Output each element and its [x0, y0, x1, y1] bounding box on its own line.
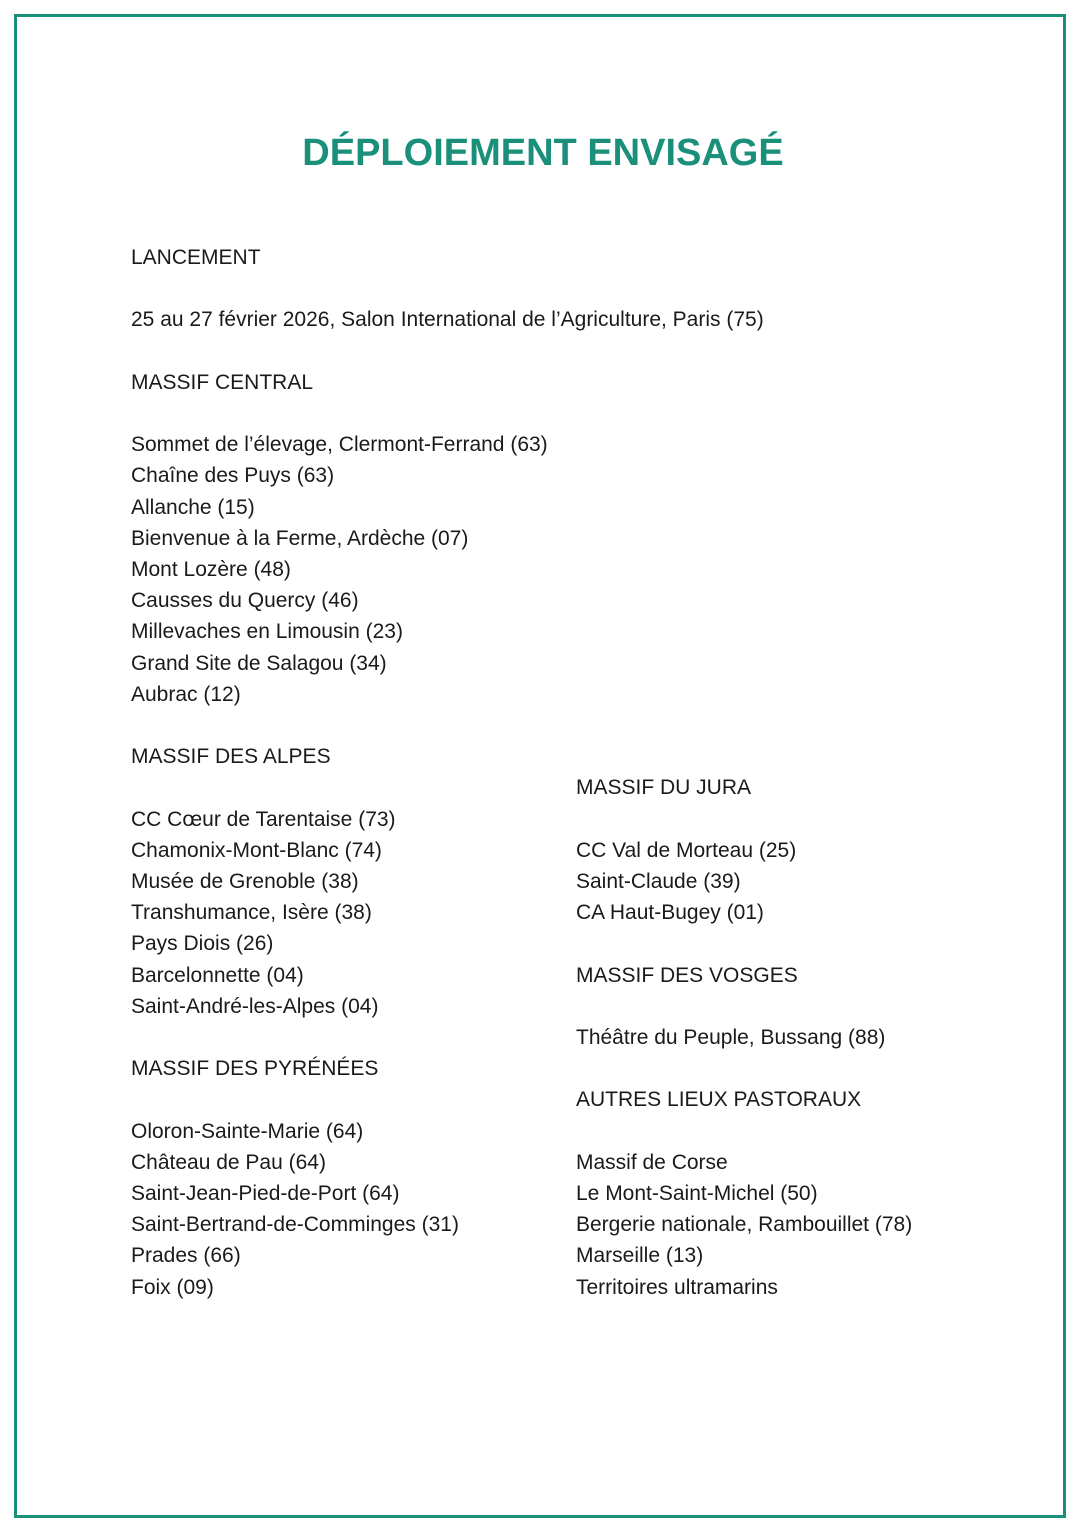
list-item: Massif de Corse [576, 1150, 728, 1174]
list-item: Mont Lozère (48) [131, 558, 291, 581]
list-item: Musée de Grenoble (38) [131, 870, 359, 893]
list-item: Saint-Bertrand-de-Comminges (31) [131, 1213, 459, 1237]
list-item: Aubrac (12) [131, 682, 241, 706]
section-heading: MASSIF DES VOSGES [576, 963, 798, 987]
list-item: Barcelonnette (04) [131, 963, 304, 987]
list-item: Saint-Claude (39) [576, 870, 741, 893]
list-item: Millevaches en Limousin (23) [131, 620, 403, 644]
list-item: Causses du Quercy (46) [131, 589, 359, 613]
list-item: Grand Site de Salagou (34) [131, 651, 387, 675]
section-heading: MASSIF DES PYRÉNÉES [131, 1057, 379, 1081]
list-item: Saint-André-les-Alpes (04) [131, 994, 379, 1018]
list-item: Théâtre du Peuple, Bussang (88) [576, 1026, 886, 1049]
list-item: Chamonix-Mont-Blanc (74) [131, 838, 382, 862]
list-item: Sommet de l’élevage, Clermont-Ferrand (63) [131, 433, 548, 457]
section-heading: AUTRES LIEUX PASTORAUX [576, 1088, 862, 1112]
list-item: Territoires ultramarins [576, 1275, 778, 1299]
section-heading: MASSIF DU JURA [576, 776, 752, 800]
list-item: Marseille (13) [576, 1244, 704, 1268]
list-item: 25 au 27 février 2026, Salon International de l’Agriculture, Paris (75) [131, 308, 764, 332]
list-item: Oloron-Sainte-Marie (64) [131, 1119, 364, 1143]
list-item: Chaîne des Puys (63) [131, 464, 335, 488]
section-heading: MASSIF DES ALPES [131, 745, 331, 769]
list-item: Bienvenue à la Ferme, Ardèche (07) [131, 526, 469, 550]
list-item: CC Cœur de Tarentaise (73) [131, 807, 396, 831]
list-item: Château de Pau (64) [131, 1150, 326, 1174]
list-item: Foix (09) [131, 1275, 214, 1299]
list-item: Transhumance, Isère (38) [131, 901, 372, 925]
list-item: Prades (66) [131, 1244, 241, 1268]
list-item: CC Val de Morteau (25) [576, 838, 797, 862]
list-item: Saint-Jean-Pied-de-Port (64) [131, 1182, 400, 1205]
list-item: Le Mont-Saint-Michel (50) [576, 1182, 818, 1205]
list-item: Bergerie nationale, Rambouillet (78) [576, 1213, 913, 1237]
list-item: Allanche (15) [131, 495, 255, 519]
section-heading: LANCEMENT [131, 246, 261, 269]
page-title: DÉPLOIEMENT ENVISAGÉ [302, 132, 784, 174]
section-heading: MASSIF CENTRAL [131, 370, 314, 394]
list-item: CA Haut-Bugey (01) [576, 901, 764, 925]
list-item: Pays Diois (26) [131, 932, 274, 956]
